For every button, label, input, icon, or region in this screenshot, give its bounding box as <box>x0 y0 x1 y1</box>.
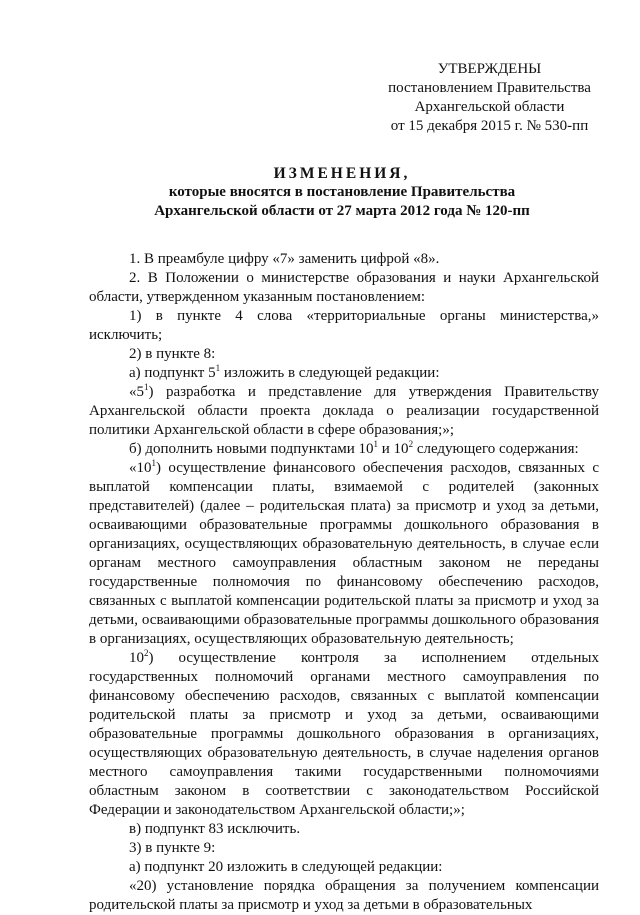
document-body <box>89 250 599 915</box>
paragraph-11: 3) в пункте 9: <box>129 840 216 856</box>
paragraph-3: 1) в пункте 4 слова «территориальные органы министерства,» исключить; <box>89 308 599 343</box>
paragraph-7-text-a: б) дополнить новыми подпунктами 10 <box>129 441 374 457</box>
paragraph-4: 2) в пункте 8: <box>129 346 216 362</box>
approved-date-line: от 15 декабря 2015 г. № 530-пп <box>390 118 589 134</box>
title-sub-line-1: которые вносятся в постановление Правительства <box>168 184 516 200</box>
paragraph-7-sup-1: 1 <box>373 439 379 449</box>
paragraph-6-text-a: «5 <box>129 384 144 400</box>
paragraph-6-text-b: ) разработка и представление для утверждения Правительству Архангельской области проекта доклада о реализации государственной политики Архангельской области в сфере образования;»; <box>89 384 599 438</box>
paragraph-10: в) подпункт 83 исключить. <box>129 821 301 837</box>
approval-stamp-block <box>372 60 607 136</box>
approved-heading: УТВЕРЖДЕНЫ <box>437 61 542 77</box>
paragraph-7 <box>89 440 599 459</box>
paragraph-8-sup: 1 <box>151 458 156 468</box>
paragraph-7-text-b: и 10 <box>378 441 409 457</box>
paragraph-2: 2. В Положении о министерстве образования и науки Архангельской области, утвержденном указанным постановлением: <box>89 270 599 305</box>
paragraph-12: а) подпункт 20 изложить в следующей редакции: <box>129 859 443 875</box>
paragraph-1: 1. В преамбуле цифру «7» заменить цифрой «8». <box>129 251 440 267</box>
paragraph-8-text-a: «10 <box>129 460 152 476</box>
title-main: ИЗМЕНЕНИЯ, <box>273 165 411 182</box>
document-title <box>82 164 602 221</box>
paragraph-9-text-b: ) осуществление контроля за исполнением отдельных государственных полномочий органами местного самоуправления по финансовому обеспечению расходов, связанных с выплатой компенсации родительской платы за присмотр и уход за детьми, осваивающими образовательные программы дошкольного образования в организациях, осуществляющих образовательную деятельность, в случае наделения органов местного самоуправления такими государственными полномочиями областным законом в соответствии с законодательством Российской Федерации и законодательством Архангельской области;»; <box>89 650 599 818</box>
paragraph-9-text-a: 10 <box>129 650 144 666</box>
paragraph-8 <box>89 459 599 649</box>
paragraph-8-text-b: ) осуществление финансового обеспечения расходов, связанных с выплатой компенсации платы, взимаемой с родителей (законных представителей) (далее – родительская плата) за присмотр и уход за детьми, осваивающими образовательные программы дошкольного образования в организациях, осуществляющих образовательную деятельность, в случае если органам местного самоуправления областным законом не переданы государственные полномочия по финансовому обеспечению расходов, связанных с выплатой компенсации родительской платы за присмотр и уход за детьми, осваивающими образовательные программы дошкольного образования в организациях, осуществляющих образовательную деятельность; <box>89 460 599 647</box>
paragraph-9 <box>89 649 599 820</box>
paragraph-13: «20) установление порядка обращения за получением компенсации родительской платы за присмотр и уход за детьми в образовательных <box>89 878 599 913</box>
paragraph-9-sup: 2 <box>144 648 149 658</box>
paragraph-5-text-b: изложить в следующей редакции: <box>220 365 440 381</box>
title-sub-line-2: Архангельской области от 27 марта 2012 года № 120-пп <box>154 203 530 219</box>
paragraph-6-sup: 1 <box>144 382 149 392</box>
paragraph-7-text-c: следующего содержания: <box>413 441 579 457</box>
paragraph-6 <box>89 383 599 440</box>
paragraph-7-sup-2: 2 <box>408 439 414 449</box>
paragraph-5 <box>89 364 599 383</box>
paragraph-5-sup: 1 <box>215 363 221 373</box>
approved-region-line: Архангельской области <box>414 99 565 115</box>
paragraph-5-text-a: а) подпункт 5 <box>129 365 216 381</box>
approved-by-line: постановлением Правительства <box>388 80 591 96</box>
